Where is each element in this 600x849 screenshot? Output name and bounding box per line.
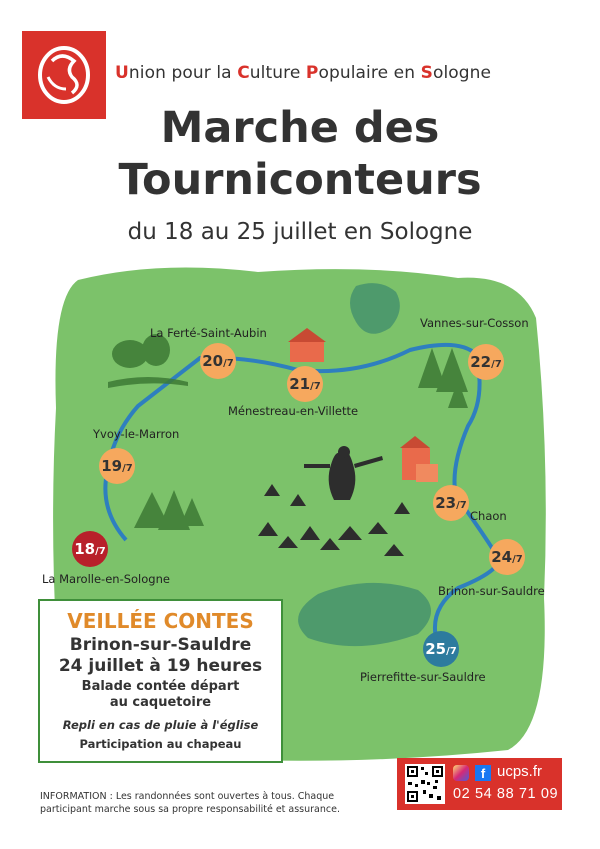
town-label: La Ferté-Saint-Aubin: [150, 326, 267, 340]
town-label: Yvoy-le-Marron: [93, 427, 180, 441]
website-link[interactable]: ucps.fr: [497, 763, 543, 780]
org-name-part: nion pour la: [128, 63, 238, 83]
org-initial: S: [420, 63, 433, 83]
veillee-walk: [40, 679, 281, 711]
stop-month: /7: [95, 546, 106, 557]
veillee-walk-line-2: au caquetoire: [109, 695, 212, 710]
stop-month: /7: [223, 358, 234, 369]
stop-badge-19: [99, 448, 135, 484]
stop-day: 21: [289, 375, 311, 393]
veillee-participation: Participation au chapeau: [79, 737, 242, 751]
town-label: La Marolle-en-Sologne: [42, 572, 170, 586]
veillee-box: [38, 599, 283, 763]
stop-day: 19: [101, 457, 123, 475]
town-label: Chaon: [470, 509, 507, 523]
qr-code-icon[interactable]: [405, 764, 445, 804]
town-label: Pierrefitte-sur-Sauldre: [360, 670, 486, 684]
org-initial: P: [305, 63, 319, 83]
veillee-date: 24 juillet à 19 heures: [58, 656, 263, 676]
title-line-2: Tourniconteurs: [118, 155, 482, 205]
town-label: Vannes-sur-Cosson: [420, 316, 529, 330]
stop-day: 24: [491, 548, 513, 566]
contact-block: [397, 758, 562, 810]
org-initial: U: [115, 63, 129, 83]
stop-badge-23: [433, 485, 469, 521]
veillee-title: VEILLÉE CONTES: [67, 609, 254, 633]
org-name-part: ulture: [249, 63, 306, 83]
instagram-icon[interactable]: [453, 765, 469, 781]
stop-month: /7: [446, 646, 457, 657]
stop-badge-24: [489, 539, 525, 575]
stop-badge-22: [468, 344, 504, 380]
veillee-rain-note: Repli en cas de pluie à l'église: [62, 718, 259, 732]
stop-day: 18: [74, 540, 96, 558]
organization-name: [115, 63, 491, 83]
stop-badge-18: [72, 531, 108, 567]
facebook-icon[interactable]: f: [475, 765, 491, 781]
event-dates: du 18 au 25 juillet en Sologne: [127, 219, 473, 245]
stop-month: /7: [456, 500, 467, 511]
veillee-place: Brinon-sur-Sauldre: [69, 635, 252, 655]
stop-month: /7: [122, 463, 133, 474]
stop-month: /7: [512, 554, 523, 565]
org-name-part: ologne: [432, 63, 492, 83]
stop-day: 25: [425, 640, 447, 658]
veillee-walk-line-1: Balade contée départ: [81, 679, 240, 694]
stop-badge-20: [200, 343, 236, 379]
stop-month: /7: [310, 381, 321, 392]
stop-day: 20: [202, 352, 224, 370]
org-initial: C: [237, 63, 250, 83]
title-line-1: Marche des: [160, 103, 440, 153]
stop-badge-21: [287, 366, 323, 402]
stop-badge-25: [423, 631, 459, 667]
stop-month: /7: [491, 359, 502, 370]
stop-day: 23: [435, 494, 457, 512]
org-name-part: opulaire en: [318, 63, 421, 83]
phone-number[interactable]: 02 54 88 71 09: [453, 786, 559, 802]
information-note: INFORMATION : Les randonnées sont ouvertes à tous. Chaque participant marche sous sa propre responsabilité et assurance.: [40, 791, 340, 815]
town-label: Brinon-sur-Sauldre: [438, 584, 545, 598]
stop-day: 22: [470, 353, 492, 371]
town-label: Ménestreau-en-Villette: [228, 404, 359, 418]
